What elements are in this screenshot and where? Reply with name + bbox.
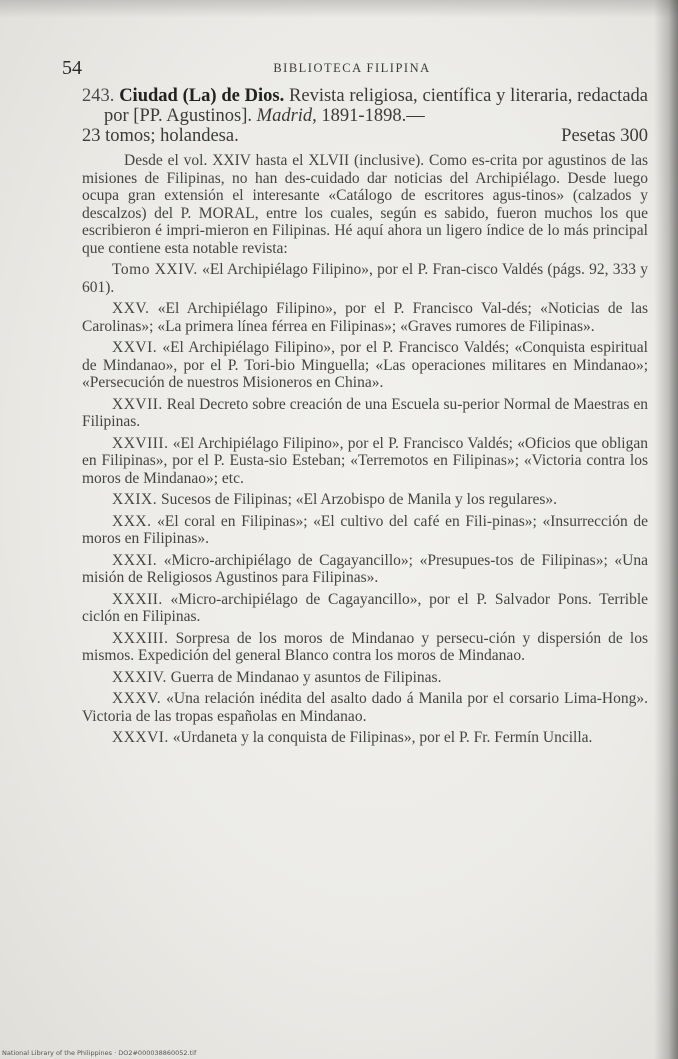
entry-heading <box>82 86 648 126</box>
tomo-item <box>82 261 648 296</box>
tomo-text: «Micro-archipiélago de Cagayancillo»; «Presupues-tos de Filipinas»; «Una misión de Religiosos Agustinos para Filipinas». <box>82 551 648 586</box>
tomo-item <box>82 630 648 665</box>
tomo-item <box>82 396 648 431</box>
scan-shadow-right <box>654 0 678 1059</box>
tomo-item <box>82 435 648 488</box>
tomo-text: Sucesos de Filipinas; «El Arzobispo de Manila y los regulares». <box>161 491 558 508</box>
tomo-text: «El Archipiélago Filipino», por el P. Francisco Valdés; «Conquista espiritual de Mindanao», por el P. Tori-bio Minguella; «Las operaciones militares en Mindanao»; «Persecución de nuestros Misioneros en China». <box>82 339 648 391</box>
running-title: BIBLIOTECA FILIPINA <box>273 61 431 75</box>
tomo-text: Guerra de Mindanao y asuntos de Filipinas. <box>170 668 442 686</box>
tomo-text: «Micro-archipiélago de Cagayancillo», por el P. Salvador Pons. Terrible ciclón en Filipinas. <box>82 590 649 625</box>
tomo-item <box>82 690 648 725</box>
scan-shadow-top <box>0 0 678 18</box>
tomo-number: XXV. <box>112 300 150 317</box>
tomo-item <box>82 591 648 626</box>
tomo-item <box>82 513 648 548</box>
tomo-item <box>82 729 648 747</box>
tomo-number: XXXVI. <box>112 729 169 746</box>
tomo-item <box>82 339 648 392</box>
tomo-list <box>82 261 648 747</box>
tomo-number: XXVI. <box>112 339 158 356</box>
tomo-number: Tomo XXIV. <box>112 261 198 278</box>
entry-intro: Desde el vol. XXIV hasta el XLVII (inclusive). Como es-crita por agustinos de las misiones de Filipinas, no han des-cuidado dar noticias del Archipiélago. Desde luego ocupa gran extensión el interesante «Catálogo de escritores agus-tinos» (calzados y descalzos) del P. MORAL, entre los cuales, según es sabido, fueron muchos los que escribieron é impri-mieron en Filipinas. Hé aquí ahora un ligero índice de lo más principal que contiene esta notable revista: <box>82 152 648 257</box>
scan-credit: National Library of the Philippines · DO2#000038860052.tif <box>2 1049 197 1057</box>
tomo-text: «El Archipiélago Filipino», por el P. Fran-cisco Valdés (págs. 92, 333 y 601). <box>82 261 649 296</box>
page-number: 54 <box>62 57 82 79</box>
tomo-number: XXX. <box>112 512 152 530</box>
entry-dates: 1891-1898.— <box>316 106 425 126</box>
tomo-number: XXXIV. <box>112 668 167 686</box>
tomo-number: XXVIII. <box>112 434 169 452</box>
tomo-item <box>82 669 648 687</box>
tomo-text: «El coral en Filipinas»; «El cultivo del café en Fili-pinas»; «Insurrección de moros en Filipinas». <box>82 512 649 547</box>
tomo-text: «El Archipiélago Filipino», por el P. Francisco Val-dés; «Noticias de las Carolinas»; «La primera línea férrea en Filipinas»; «Graves rumores de Filipinas». <box>82 300 649 335</box>
tomo-number: XXVII. <box>112 395 163 413</box>
tomo-number: XXIX. <box>112 491 158 508</box>
entry-number: 243. <box>82 86 115 106</box>
tomo-number: XXXII. <box>112 590 163 608</box>
tomo-text: «Una relación inédita del asalto dado á Manila por el corsario Lima-Hong». Victoria de las tropas españolas en Mindanao. <box>82 690 649 725</box>
tomo-item <box>82 552 648 587</box>
page-content <box>82 86 648 747</box>
entry-place: Madrid, <box>256 106 317 126</box>
tomo-text: Sorpresa de los moros de Mindanao y persecu-ción y dispersión de los mismos. Expedición del general Blanco contra los moros de Mindanao. <box>82 629 649 664</box>
entry-format: 23 tomos; holandesa. <box>82 126 239 146</box>
format-price-line <box>82 126 648 146</box>
entry-price: Pesetas 300 <box>561 126 648 146</box>
entry-title: Ciudad (La) de Dios. <box>119 86 285 106</box>
tomo-number: XXXI. <box>112 551 158 569</box>
tomo-text: «Urdaneta y la conquista de Filipinas», por el P. Fr. Fermín Uncilla. <box>172 729 593 746</box>
entry-description: Revista religiosa, científica y literaria, redactada por [PP. Agustinos]. <box>104 86 648 126</box>
tomo-item <box>82 491 648 509</box>
tomo-number: XXXIII. <box>112 629 169 647</box>
tomo-item <box>82 300 648 335</box>
page-header <box>62 57 642 77</box>
tomo-text: Real Decreto sobre creación de una Escuela su-perior Normal de Maestras en Filipinas. <box>82 395 648 430</box>
tomo-text: «El Archipiélago Filipino», por el P. Francisco Valdés; «Oficios que obligan en Filipinas», por el P. Eusta-sio Esteban; «Terremotos en Filipinas»; «Victoria contra los moros de Mindanao»; etc. <box>82 434 648 487</box>
tomo-number: XXXV. <box>112 690 162 707</box>
